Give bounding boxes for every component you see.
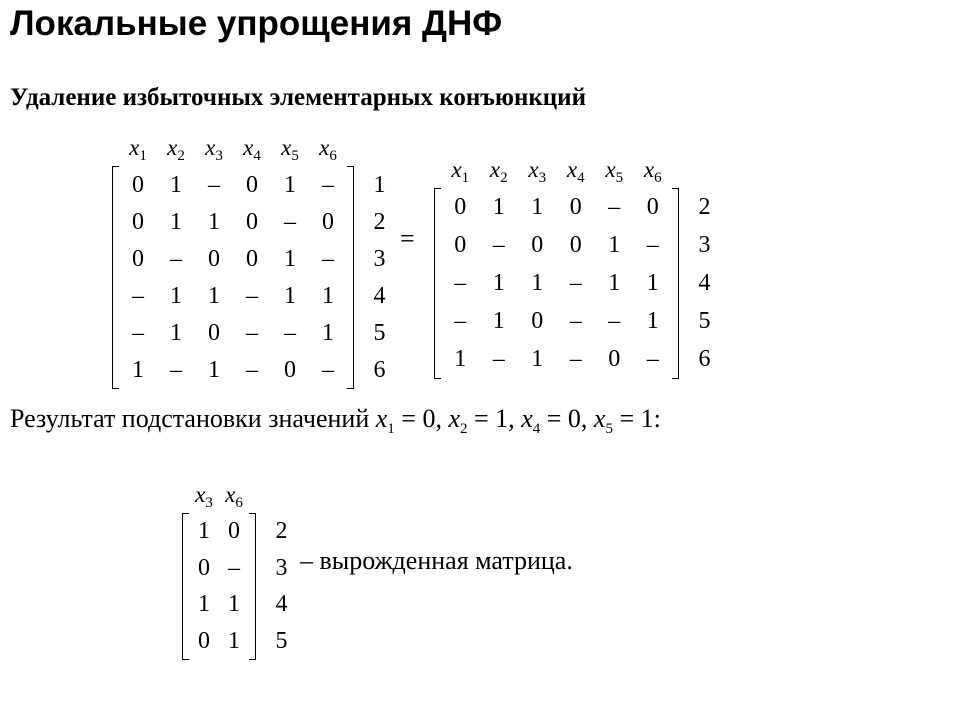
matrix-cell: 1: [322, 319, 334, 346]
variable-name: x: [528, 157, 539, 183]
variable-index: 3: [215, 148, 223, 165]
column-header: [595, 156, 634, 189]
matrix-cell: –: [646, 346, 659, 372]
matrix-cell: 1: [132, 356, 144, 383]
matrix-cell: 1: [284, 245, 296, 272]
column-header: [119, 134, 157, 167]
row-label: 4: [275, 591, 288, 618]
assignment-index: 5: [605, 421, 613, 438]
matrix-cell: –: [569, 270, 582, 296]
matrix-cell: 1: [531, 270, 544, 296]
degenerate-matrix-note: – вырожденная матрица.: [300, 546, 573, 575]
variable-index: 5: [291, 148, 299, 165]
matrix-cell: –: [246, 282, 258, 309]
row-label: 4: [698, 270, 711, 296]
matrix-cell: 0: [646, 194, 659, 220]
matrix-cell: 0: [132, 171, 144, 198]
column-header: [195, 134, 233, 167]
matrix-cell: –: [322, 245, 334, 272]
matrix-cell: –: [608, 194, 621, 220]
matrix-cell: –: [208, 171, 220, 198]
matrix-cell: 1: [208, 282, 220, 309]
matrix-cell: 1: [492, 194, 505, 220]
row-label: 6: [373, 356, 386, 383]
column-header: [480, 156, 519, 189]
assignment-variable: x: [375, 404, 388, 433]
matrix-cell: 0: [208, 319, 220, 346]
variable-index: 6: [235, 495, 243, 512]
variable-name: x: [205, 135, 216, 161]
variable-name: x: [643, 157, 655, 183]
matrix-cell: 0: [246, 171, 258, 198]
column-header: [219, 481, 249, 514]
variable-index: 2: [500, 170, 508, 187]
assignment-value: = 0,: [540, 404, 594, 433]
row-label: 5: [373, 319, 386, 346]
assignment-variable: x: [593, 404, 606, 433]
substitution-result-line: [10, 404, 661, 438]
matrix-cell: 0: [531, 232, 544, 258]
matrix-cell: –: [569, 308, 582, 334]
matrix-header-row: [435, 156, 720, 189]
variable-name: x: [243, 135, 254, 161]
assignment-value: = 1,: [467, 404, 522, 433]
matrix-cell: 1: [228, 627, 240, 654]
variable-index: 1: [461, 170, 470, 187]
matrix-cell: 0: [454, 194, 467, 220]
matrix-cell: –: [454, 308, 467, 334]
row-label: 2: [698, 194, 711, 220]
matrix-cell: –: [284, 208, 296, 235]
matrix-cell: –: [608, 308, 621, 334]
assignment-variable: x: [521, 404, 533, 433]
matrix-cell: 1: [608, 270, 621, 296]
matrix-cell: 1: [608, 232, 621, 258]
matrix-cell: 1: [170, 282, 182, 309]
row-label: 3: [698, 232, 711, 258]
matrix-cell: 1: [646, 308, 659, 334]
matrix-cell: 1: [198, 591, 210, 618]
matrix-cell: –: [132, 319, 144, 346]
matrix-row: [113, 167, 395, 204]
assignment-variable: x: [448, 404, 461, 433]
variable-index: 3: [205, 495, 213, 512]
matrix-cell: 0: [132, 208, 144, 235]
row-label: 1: [373, 171, 386, 198]
matrix-cell: 0: [569, 194, 582, 220]
variable-name: x: [195, 482, 206, 508]
variable-index: 2: [177, 148, 185, 165]
matrix-cell: 1: [646, 270, 659, 296]
matrix-header-row: [183, 481, 297, 514]
variable-index: 6: [654, 170, 662, 187]
matrix-row: [183, 623, 297, 660]
matrix-cell: 1: [454, 346, 467, 372]
matrix-cell: 1: [170, 208, 182, 235]
variable-index: 6: [329, 148, 337, 165]
matrix-cell: –: [246, 319, 258, 346]
matrix-cell: 1: [322, 282, 334, 309]
matrix-cell: –: [170, 356, 182, 383]
matrix-substituted: [182, 481, 297, 660]
matrix-cell: 0: [198, 554, 210, 581]
matrix-cell: –: [492, 346, 505, 372]
matrix-table: [112, 134, 395, 389]
assignment-value: = 1:: [612, 404, 661, 433]
row-label: 3: [275, 554, 288, 581]
matrix-table: [434, 156, 720, 379]
row-label: 3: [373, 245, 386, 272]
variable-index: 4: [577, 170, 585, 187]
column-header: [441, 156, 480, 189]
matrix-cell: 0: [198, 627, 210, 654]
column-header: [233, 134, 271, 167]
variable-name: x: [225, 482, 236, 508]
matrix-cell: –: [132, 282, 144, 309]
column-header: [157, 134, 195, 167]
matrix-cell: 0: [531, 308, 544, 334]
row-label: 4: [373, 282, 386, 309]
matrix-cell: 1: [228, 591, 240, 618]
column-header: [271, 134, 309, 167]
matrix-cell: –: [284, 319, 296, 346]
matrix-header-row: [113, 134, 395, 167]
matrix-cell: 1: [284, 171, 296, 198]
matrix-cell: –: [322, 171, 334, 198]
matrix-cell: 1: [492, 308, 505, 334]
matrix-row: [435, 189, 720, 227]
row-label: 5: [275, 627, 288, 654]
matrix-cell: 1: [170, 171, 182, 198]
variable-index: 3: [538, 170, 547, 187]
assignment-value: = 0,: [394, 404, 449, 433]
matrix-cell: 0: [246, 208, 258, 235]
column-header: [189, 481, 219, 514]
variable-index: 4: [253, 148, 261, 165]
variable-name: x: [319, 135, 330, 161]
matrix-cell: 1: [208, 356, 220, 383]
column-header: [518, 156, 557, 189]
slide-title: Локальные упрощения ДНФ: [10, 4, 503, 43]
matrix-table: [182, 481, 297, 660]
matrix-cell: –: [170, 245, 182, 272]
matrix-row: [183, 550, 297, 587]
column-header: [557, 156, 596, 189]
matrix-cell: 0: [322, 208, 334, 235]
equals-sign: =: [400, 224, 415, 253]
assignment-index: 2: [460, 421, 468, 438]
matrix-cell: 1: [531, 194, 544, 220]
matrix-cell: –: [492, 232, 505, 258]
matrix-cell: 1: [170, 319, 182, 346]
variable-name: x: [167, 135, 178, 161]
matrix-reduced: [434, 156, 720, 379]
result-prefix: Результат подстановки значений: [10, 404, 376, 433]
column-header: [309, 134, 347, 167]
matrix-cell: 0: [132, 245, 144, 272]
variable-name: x: [129, 135, 140, 161]
matrix-cell: 0: [454, 232, 467, 258]
row-label: 2: [275, 518, 288, 545]
matrix-cell: –: [322, 356, 334, 383]
matrix-cell: 0: [284, 356, 296, 383]
result-assignments: [375, 404, 661, 438]
matrix-cell: 0: [246, 245, 258, 272]
matrix-row: [183, 514, 297, 551]
matrix-cell: 0: [569, 232, 582, 258]
matrix-row: [183, 587, 297, 624]
assignment-index: 4: [532, 421, 541, 438]
matrix-cell: 0: [208, 245, 220, 272]
matrix-cell: 1: [531, 346, 544, 372]
matrix-cell: –: [569, 346, 582, 372]
row-label: 5: [698, 308, 711, 334]
matrix-cell: –: [228, 554, 240, 581]
matrix-cell: 1: [492, 270, 505, 296]
row-label: 2: [373, 208, 386, 235]
row-label: 6: [698, 346, 711, 372]
matrix-cell: 1: [284, 282, 296, 309]
matrix-cell: –: [246, 356, 258, 383]
variable-name: x: [451, 157, 462, 183]
matrix-original: [112, 134, 395, 389]
matrix-cell: 0: [228, 518, 240, 545]
section-subtitle: Удаление избыточных элементарных конъюнкций: [10, 84, 586, 111]
variable-name: x: [281, 135, 292, 161]
column-header: [634, 156, 673, 189]
variable-index: 5: [615, 170, 624, 187]
assignment-index: 1: [387, 421, 395, 438]
matrix-cell: –: [454, 270, 467, 296]
variable-name: x: [489, 157, 501, 183]
matrix-cell: 1: [198, 518, 210, 545]
matrix-cell: 0: [608, 346, 621, 372]
variable-name: x: [566, 157, 578, 183]
variable-name: x: [605, 157, 616, 183]
variable-index: 1: [139, 148, 147, 165]
matrix-cell: –: [646, 232, 659, 258]
matrix-cell: 1: [208, 208, 220, 235]
